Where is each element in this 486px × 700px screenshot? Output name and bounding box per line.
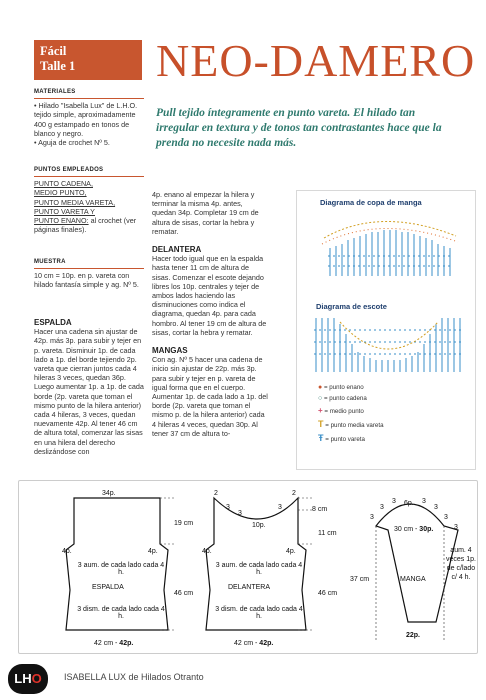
cap-count: 3 <box>392 498 396 505</box>
espalda-section <box>34 318 144 456</box>
cap-count: 3 <box>422 498 426 505</box>
delantera-p4-right: 4p. <box>286 548 296 555</box>
copa-diagram-title: Diagrama de copa de manga <box>320 198 422 207</box>
escote-diagram <box>310 314 470 376</box>
divider <box>34 176 144 177</box>
espalda-bottom-width: 42 cm - 42p. <box>94 640 134 647</box>
difficulty-label: Fácil <box>40 44 67 58</box>
cap-count: 3 <box>434 504 438 511</box>
espalda-side-height: 46 cm <box>174 590 194 597</box>
mangas-heading: MANGAS <box>152 346 188 356</box>
column-two <box>152 190 268 438</box>
gauge-heading: MUESTRA <box>34 259 66 265</box>
manga-increase-note: aum. 4 veces 1p. de c/lado c/ 4 h. <box>446 547 476 581</box>
material-item: • Aguja de crochet Nº 5. <box>34 138 110 148</box>
delantera-side-height: 46 cm <box>318 590 338 597</box>
legend-item: T = punto media vareta <box>318 419 384 429</box>
delantera-center-width: 10p. <box>252 522 266 529</box>
espalda-text: Hacer una cadena sin ajustar de 42p. más 3p. para subir y tejer en p. vareta. Disminuir 1p. de cada lado a 1p. del borde tejiendo 2p. vareta que cierran juntos cada 4 hileras 3 veces, quedan 36p. Luego aumentar 1p. a 1p. de cada borde (2p. vareta que toman el mismo punto de la hilera anterior) cada 4 hileras, 3 veces, quedan nuevamente 42p. Al tener 46 cm de altura total, comenzar las sisas en una hilera del derecho deslizándose con <box>34 327 144 456</box>
delantera-label: DELANTERA <box>228 584 271 591</box>
gauge-section <box>34 258 144 290</box>
enano-symbol-icon: ● <box>318 384 323 391</box>
medio-punto-symbol-icon: + <box>318 406 323 415</box>
cap-count: 3 <box>370 514 374 521</box>
neck-count: 3 <box>278 504 282 511</box>
cap-count: 3 <box>380 504 384 511</box>
diagram-legend <box>318 384 468 443</box>
footer-brand: ISABELLA LUX de Hilados Otranto <box>64 672 204 682</box>
cadena-symbol-icon: ○ <box>318 395 323 402</box>
stitches-section <box>34 166 144 234</box>
vareta-symbol-icon: Ŧ <box>318 433 324 443</box>
materials-heading: MATERIALES <box>34 89 76 95</box>
divider <box>34 268 144 269</box>
legend-item: Ŧ = punto vareta <box>318 433 365 443</box>
espalda-top-width: 34p. <box>102 490 116 497</box>
escote-diagram-title: Diagrama de escote <box>316 302 387 311</box>
mangas-text: Con ag. Nº 5 hacer una cadena de inicio sin ajustar de 22p. más 3p. para subir y tejer en p. vareta de igual forma que en el cuerpo. Aumentar 1p. de cada lado a 1p. del borde (2p. vareta que toman el mismo p. de la hilera anterior) cada 4 hileras 4 veces, quedan 30p. Al tener 37 cm de altura to- <box>152 355 268 438</box>
delantera-p4-left: 4p. <box>202 548 212 555</box>
material-item: • Hilado "Isabella Lux" de L.H.O. tejido simple, aproximadamente 400 g estampado en tonos de blanco y negro. <box>34 101 138 138</box>
espalda-continued: 4p. enano al empezar la hilera y terminar la misma 4p. antes, quedan 34p. Completar 19 cm de altura de sisas, cortar la hebra y rematar. <box>152 190 259 236</box>
materials-section <box>34 88 144 147</box>
delantera-heading: DELANTERA <box>152 245 202 255</box>
page-title: NEO-DAMERO <box>156 35 476 86</box>
manga-width: 30 cm - 30p. <box>394 526 434 533</box>
espalda-sisa-height: 19 cm <box>174 520 194 527</box>
stitch-item: PUNTO MEDIA VARETA, <box>34 197 116 207</box>
legend-item: ● = punto enano <box>318 384 364 391</box>
gauge-text: 10 cm = 10p. en p. vareta con hilado fantasía simple y ag. Nº 5. <box>34 271 139 290</box>
espalda-label: ESPALDA <box>92 584 124 591</box>
espalda-decrease-note: 3 dism. de cada lado cada 4 h. <box>77 606 165 620</box>
neck-count: 2 <box>292 490 296 497</box>
espalda-p4-left: 4p. <box>62 548 72 555</box>
stitches-heading: PUNTOS EMPLEADOS <box>34 167 104 173</box>
manga-height: 37 cm <box>350 576 370 583</box>
manga-bottom-width: 22p. <box>406 632 421 639</box>
stitch-item: PUNTO VARETA Y <box>34 206 95 216</box>
delantera-neck-height: 8 cm <box>312 506 328 513</box>
neck-count: 3 <box>238 510 242 517</box>
intro-text: Pull tejido íntegramente en punto vareta. El hilado tan irregular en textura y de tonos tan contrastantes hace que la prenda no necesite nada más. <box>156 107 442 149</box>
manga-top-width: 6p. <box>404 500 414 507</box>
neck-count: 2 <box>214 490 218 497</box>
espalda-p4-right: 4p. <box>148 548 158 555</box>
delantera-decrease-note: 3 dism. de cada lado cada 4 h. <box>215 606 303 620</box>
delantera-increase-note: 3 aum. de cada lado cada 4 h. <box>215 562 303 576</box>
delantera-sisa-height: 11 cm <box>318 530 337 537</box>
difficulty-tag <box>34 40 142 80</box>
media-vareta-symbol-icon: T <box>318 419 324 429</box>
cap-count: 3 <box>444 514 448 521</box>
legend-item: + = medio punto <box>318 406 364 415</box>
stitch-item: PUNTO ENANO: al crochet (ver páginas finales). <box>34 216 137 235</box>
delantera-text: Hacer todo igual que en la espalda hasta tener 11 cm de altura de sisas. Comenzar el escote dejando libres los 10p. centrales y tejer de ambos lados haciendo las disminuciones como indica el diagrama, quedan 4p. para cada hombro. Al tener 19 cm de altura de sisas, cortar la hebra y rematar. <box>152 254 267 337</box>
manga-label: MANGA <box>400 576 426 583</box>
neck-count: 3 <box>226 504 230 511</box>
divider <box>34 98 144 99</box>
cap-count: 3 <box>454 524 458 531</box>
espalda-heading: ESPALDA <box>34 318 72 327</box>
stitch-item: PUNTO CADENA, <box>34 179 93 189</box>
stitch-item: MEDIO PUNTO, <box>34 188 87 198</box>
espalda-increase-note: 3 aum. de cada lado cada 4 h. <box>77 562 165 576</box>
delantera-bottom-width: 42 cm - 42p. <box>234 640 274 647</box>
copa-diagram <box>310 210 470 290</box>
brand-logo: LHO <box>8 664 48 694</box>
size-label: Talle 1 <box>40 59 76 73</box>
legend-item: ○ = punto cadena <box>318 395 367 402</box>
